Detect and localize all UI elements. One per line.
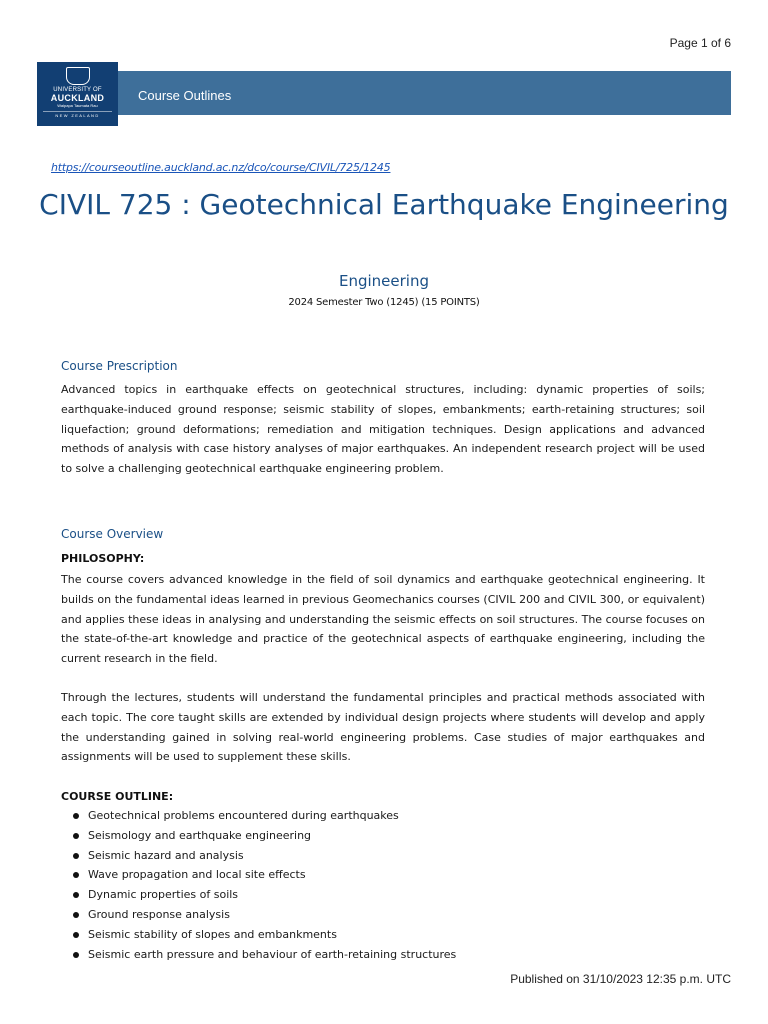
list-item: Dynamic properties of soils	[61, 885, 456, 905]
bullet-icon	[73, 872, 79, 878]
logo-line-4: NEW ZEALAND	[43, 111, 112, 119]
course-outline-list	[61, 806, 456, 964]
prescription-text: Advanced topics in earthquake effects on geotechnical structures, including: dynamic properties of soils; earthquake-induced ground response; seismic stability of slopes, embankments; earth-retaining structures; soil liquefaction; ground deformations; remediation and mitigation techniques. Design applications and advanced methods of analysis with case history analyses of major earthquakes. An independent research project will be used to solve a challenging geotechnical earthquake engineering problem.	[61, 383, 705, 476]
philosophy-text: The course covers advanced knowledge in the field of soil dynamics and earthquake geotechnical engineering. It builds on the fundamental ideas learned in previous Geomechanics courses (CIVIL 200 and CIVIL 300, or equivalent) and applies these ideas in analysing and understanding the seismic effects on soil structures. The course focuses on the state-of-the-art knowledge and practice of the geotechnical aspects of earthquake engineering, including the current research in the field.	[61, 573, 705, 666]
bullet-icon	[73, 833, 79, 839]
bullet-icon	[73, 892, 79, 898]
crest-icon	[66, 67, 90, 85]
bullet-icon	[73, 813, 79, 819]
logo-line-3: Waipapa Taumata Rau	[57, 103, 98, 108]
course-term: 2024 Semester Two (1245) (15 POINTS)	[288, 297, 480, 308]
list-item: Seismic hazard and analysis	[61, 846, 456, 866]
list-item: Ground response analysis	[61, 905, 456, 925]
list-item: Wave propagation and local site effects	[61, 865, 456, 885]
bullet-icon	[73, 912, 79, 918]
lectures-text: Through the lectures, students will understand the fundamental principles and practical methods associated with each topic. The core taught skills are extended by individual design projects where students will develop and apply the understanding gained in solving real-world engineering problems. Case studies of major earthquakes and assignments will be used to supplement these skills.	[61, 691, 705, 764]
overview-heading: Course Overview	[61, 527, 164, 541]
bullet-icon	[73, 932, 79, 938]
bullet-icon	[73, 952, 79, 958]
prescription-heading: Course Prescription	[61, 359, 178, 373]
banner-title[interactable]: Course Outlines	[138, 88, 232, 103]
philosophy-label: PHILOSOPHY:	[61, 552, 145, 565]
bullet-icon	[73, 853, 79, 859]
list-item: Seismology and earthquake engineering	[61, 826, 456, 846]
published-date: Published on 31/10/2023 12:35 p.m. UTC	[510, 972, 731, 986]
page-number: Page 1 of 6	[669, 36, 731, 50]
university-logo[interactable]	[37, 62, 118, 126]
course-url-link[interactable]: https://courseoutline.auckland.ac.nz/dco/course/CIVIL/725/1245	[51, 161, 391, 174]
list-item: Geotechnical problems encountered during earthquakes	[61, 806, 456, 826]
logo-line-1: UNIVERSITY OF	[53, 87, 102, 93]
faculty-name: Engineering	[339, 272, 429, 290]
course-title: CIVIL 725 : Geotechnical Earthquake Engineering	[39, 188, 729, 221]
outline-label: COURSE OUTLINE:	[61, 790, 174, 803]
list-item: Seismic earth pressure and behaviour of earth-retaining structures	[61, 945, 456, 965]
list-item: Seismic stability of slopes and embankments	[61, 925, 456, 945]
logo-line-2: AUCKLAND	[50, 93, 105, 103]
